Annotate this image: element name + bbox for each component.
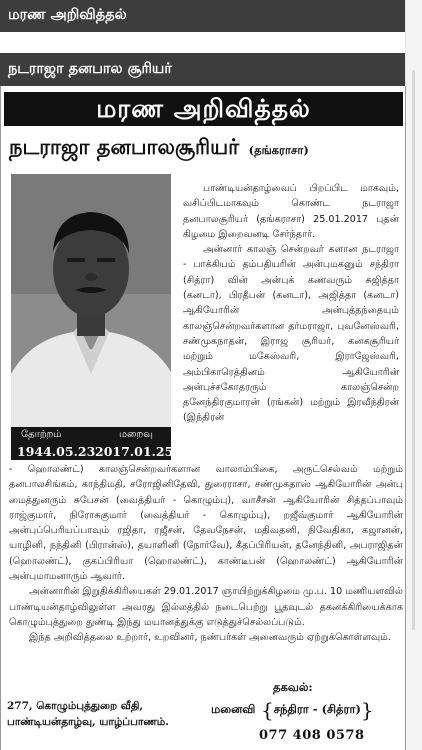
category-title: மரண அறிவித்தல் xyxy=(8,7,127,23)
notice-name-title: நடராஜா தனபால சூரியர் xyxy=(8,60,172,77)
scrollbar-thumb[interactable] xyxy=(412,70,415,630)
notice-side-text xyxy=(183,181,399,426)
side-paragraph: பாண்டியன்தாழ்வைப் பிறப்பிட மாகவும், வசிப்பிடமாகவும் கொண்ட நடராஜா தனபாலசூரியர் (தங்கராசா) 25.01.2017 புதன் கிழமை இறைவனடி சேர்ந்தார். xyxy=(183,183,399,240)
body-paragraph: இந்த அறிவித்தலை உற்றார், உறவினர், நண்பர்கள் அனைவரும் ஏற்றுக்கொள்ளவும். xyxy=(29,632,391,644)
death-date: 2017.01.25 xyxy=(95,444,174,459)
address-block xyxy=(7,698,193,730)
life-dates-box xyxy=(11,427,174,460)
address-line: 277, கொழும்புத்துறை வீதி, xyxy=(7,700,144,712)
body-paragraph: அன்னாரின் இறுதிக்கிரியைகள் 29.01.2017 ஞாயிற்றுக்கிழமை மு.ப. 10 மணியளவில் பாண்டியன்தாழ்விலுள்ள அவரது இல்லத்தில் நடைபெற்று பூதவுடல் தகனக்கிரியைக்காக கொழும்புத்துறை துண்டி இந்து மயானத்துக்கு எடுத்துச்செல்லப்படும். xyxy=(9,586,404,628)
contact-row xyxy=(211,698,374,722)
deceased-name-main: நடராஜா தனபாலசூரியர் xyxy=(9,134,240,159)
deceased-name xyxy=(9,134,401,162)
deceased-portrait-photo xyxy=(11,174,171,429)
vertical-scrollbar[interactable] xyxy=(405,0,422,750)
address-line: பாண்டியன்தாழ்வு, யாழ்ப்பாணம். xyxy=(7,716,169,728)
brace-left: { xyxy=(260,698,274,722)
contact-phone: 077 408 0578 xyxy=(259,728,365,743)
brace-right: } xyxy=(360,698,374,722)
category-title-bar xyxy=(0,0,406,32)
portrait-illustration xyxy=(11,174,171,429)
deceased-nickname: (தங்கராசா) xyxy=(248,143,309,157)
contact-relation: மனைவி xyxy=(211,702,256,716)
birth-label: தோற்றம் xyxy=(21,429,62,440)
contact-title: தகவல்: xyxy=(273,680,313,694)
notice-banner: மரண அறிவித்தல் xyxy=(4,92,403,126)
obituary-notice-image xyxy=(0,86,406,750)
birth-date: 1944.05.23 xyxy=(17,444,96,459)
notice-name-bar xyxy=(0,53,406,86)
body-paragraph: - ஹொலண்ட்) காலஞ்சென்றவர்களான வாலாம்பிகை, அருட்செல்வம் மற்றும் தனபாலசிங்கம், காந்திமதி, சரோஜினிதேவி, துரைராசா, சண்முகதாஸ் ஆகியோரின் அன்பு மைத்துனரும் சுபேசன் (வைத்தியர் - கொழும்பு), வாசீசன் ஆகியோரின் சித்தப்பாவும் ராஜ்குமார், நிரோசுகுமார் (வைத்தியர் - கொழும்பு), றஜீவ்குமார் ஆகியோரின் அன்புப்பெரியப்பாவும் ரஜிதா, ரஜீசன், தேவநேசன், மதிவதனி, நிவேதிகா, கஜானன், யாழினி, நந்தினி (பிரான்ஸ்), தயாளினி (நோர்வே), கீதப்பிரியன், தனேந்தினி, அபராஜிதன் (ஹொலண்ட்), குகப்பிரியா (ஹொலண்ட்), காண்டீபன் (ஹொலண்ட்) ஆகியோரின் அன்புமாமனாரும் ஆவார். xyxy=(9,464,403,583)
contact-person: சந்திரா - (சித்ரா) xyxy=(273,702,361,716)
notice-body-text xyxy=(9,462,403,646)
death-label: மறைவு xyxy=(119,429,153,440)
header-gap xyxy=(0,32,406,53)
side-paragraph: அன்னார் காலஞ் சென்றவர் களான நடராஜா - பாக்கியம் தம்பதியரின் அன்புமகனும் சந்திரா (சித்ரா) வின் அன்புக் கணவரும் சுஜித்தா (கனடா), பிரதீபன் (கனடா), அஜித்தா (கனடா) ஆகியோரின் அன்புத்தந்தையும் காலஞ்சென்றவர்களான தர்மராஜா, புவனேஸ்வரி, சண்முகநாதன், இராஜ சூரியர், கனகசூரியர் மற்றும் மகேஸ்வரி, இராஜேஸ்வரி, அம்பிகாரெத்தினம் ஆகியோரின் அன்புச்சகோதரரும் காலஞ்சென்ற தனேந்திரகுமாரன் (ரங்கன்) மற்றும் இரவீந்திரன் (இந்திரன் xyxy=(183,244,399,424)
